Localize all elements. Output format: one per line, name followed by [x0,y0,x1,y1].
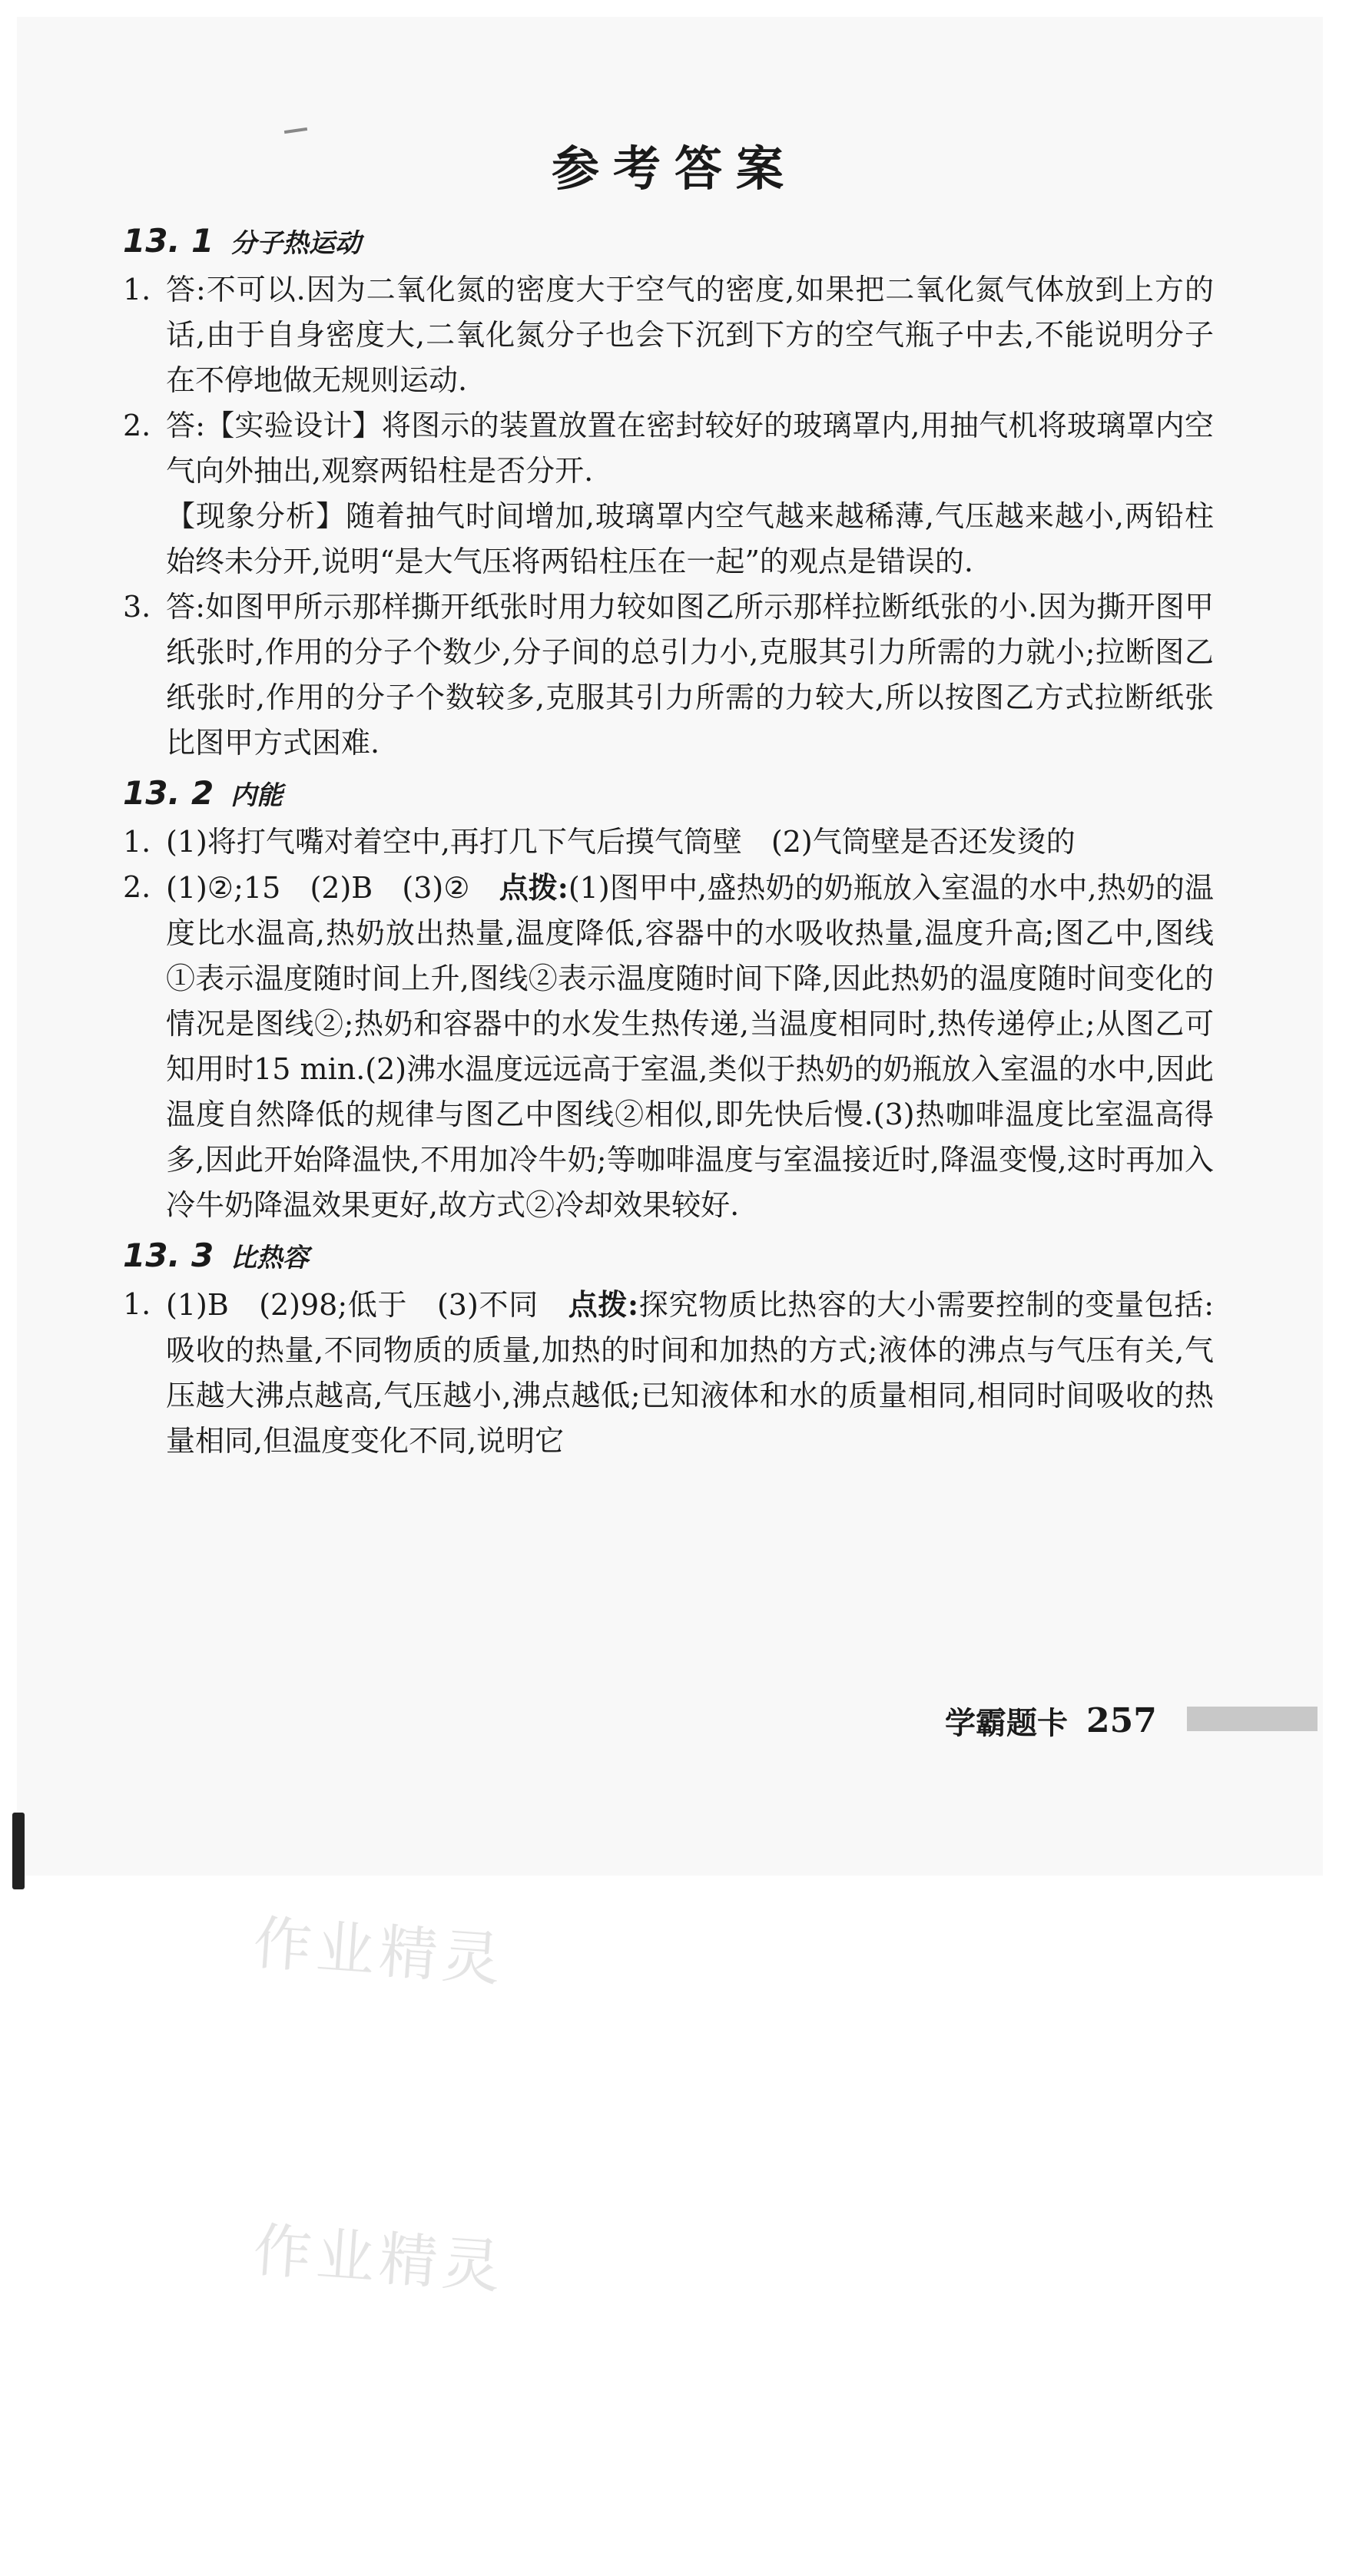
answer-text: 答:如图甲所示那样撕开纸张时用力较如图乙所示那样拉断纸张的小.因为撕开图甲纸张时,作用的分子个数少,分子间的总引力小,克服其引力所需的力就小;拉断图乙纸张时,作用的分子个数较多,克服其引力所需的力较大,所以按图乙方式拉断纸张比图甲方式困难. [166,590,1214,760]
hint-text: (1)图甲中,盛热奶的奶瓶放入室温的水中,热奶的温度比水温高,热奶放出热量,温度降低,容器中的水吸收热量,温度升高;图乙中,图线①表示温度随时间上升,图线②表示温度随时间下降,因此热奶的温度随时间变化的情况是图线②;热奶和容器中的水发生热传递,当温度相同时,热传递停止;从图乙可知用时15 min.(2)沸水温度远远高于室温,类似于热奶的奶瓶放入室温的水中,因此温度自然降低的规律与图乙中图线②相似,即先快后慢.(3)热咖啡温度比室温高得多,因此开始降温快,不用加冷牛奶;等咖啡温度与室温接近时,降温变慢,这时再加入冷牛奶降温效果更好,故方式②冷却效果较好. [166,871,1214,1222]
book-name: 学霸题卡 [945,1705,1068,1741]
section-title: 分子热运动 [230,228,361,259]
hint-label: 点拨: [499,870,568,905]
page-footer [945,1701,1157,1740]
answer-text: (1)将打气嘴对着空中,再打几下气后摸气筒壁 (2)气筒壁是否还发烫的 [166,825,1076,859]
section-header-13-1 [123,218,1214,266]
item-number: 1. [123,825,151,859]
section-number: 13. 3 [123,1237,214,1274]
page-number: 257 [1086,1700,1157,1740]
item-number: 3. [123,590,151,624]
section-number: 13. 1 [123,222,214,260]
section-title: 内能 [230,780,283,811]
answer-text: 答:不可以.因为二氧化氮的密度大于空气的密度,如果把二氧化氮气体放到上方的话,由于自身密度大,二氧化氮分子也会下沉到下方的空气瓶子中去,不能说明分子在不停地做无规则运动. [166,273,1214,397]
item-number: 2. [123,870,151,904]
answer-continuation: 【现象分析】随着抽气时间增加,玻璃罩内空气越来越稀薄,气压越来越小,两铅柱始终未分开,说明“是大气压将两铅柱压在一起”的观点是错误的. [166,499,1214,578]
watermark: 作业精灵 [250,1908,508,1995]
section-header-13-3 [123,1233,1214,1280]
answer-text: (1)②;15 (2)B (3)② [166,871,499,905]
page-title: 参考答案 [551,141,797,197]
item-number: 1. [123,273,151,306]
answer-content [123,214,1214,1464]
answer-text: (1)B (2)98;低于 (3)不同 [166,1288,568,1322]
section-header-13-2 [123,770,1214,818]
hint-text: 探究物质比热容的大小需要控制的变量包括:吸收的热量,不同物质的质量,加热的时间和加热的方式;液体的沸点与气压有关,气压越大沸点越高,气压越小,沸点越低;已知液体和水的质量相同,相同时间吸收的热量相同,但温度变化不同,说明它 [166,1288,1214,1458]
hint-label: 点拨: [568,1287,639,1322]
item-number: 2. [123,409,151,442]
answer-text: 答:【实验设计】将图示的装置放置在密封较好的玻璃罩内,用抽气机将玻璃罩内空气向外抽出,观察两铅柱是否分开. [166,409,1214,488]
item-number: 1. [123,1287,151,1321]
section-number: 13. 2 [123,774,214,812]
binding-edge [12,1813,25,1889]
footer-bar [1187,1707,1318,1731]
answer-item [123,819,1214,865]
answer-item [123,403,1214,494]
watermark: 作业精灵 [250,2215,508,2302]
answer-item [123,865,1214,1228]
answer-item [123,584,1214,766]
section-title: 比热容 [230,1243,309,1273]
answer-item [123,1282,1214,1464]
answer-item [123,267,1214,403]
